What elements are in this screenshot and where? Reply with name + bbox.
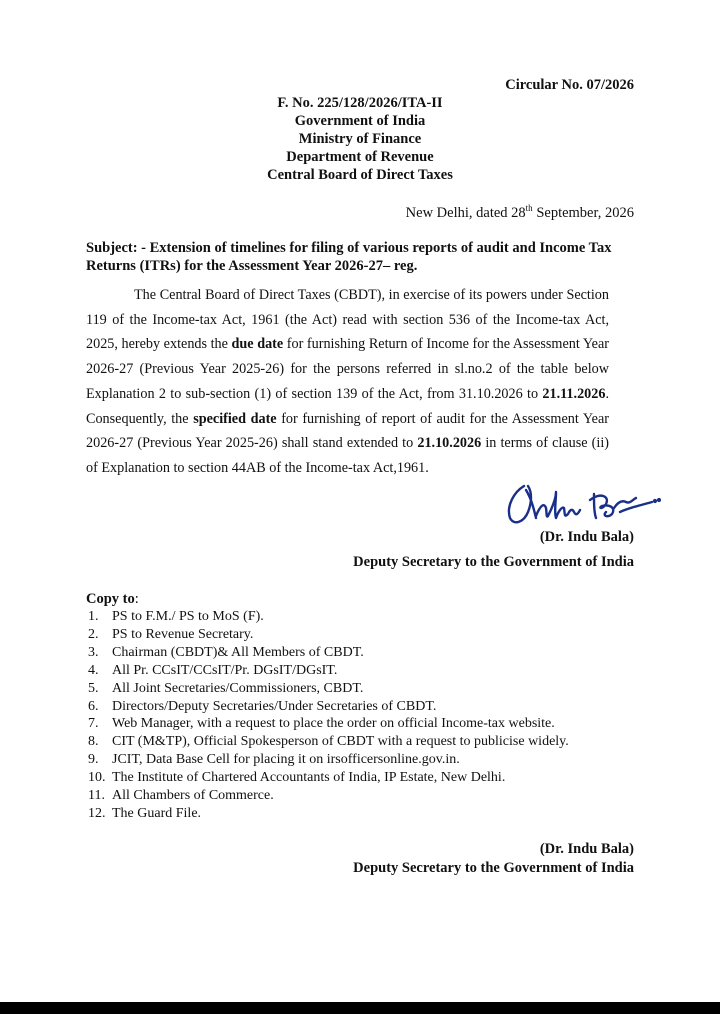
copy-to-item xyxy=(88,787,569,805)
board-name: Central Board of Direct Taxes xyxy=(267,167,453,183)
ministry-name: Ministry of Finance xyxy=(298,131,422,147)
copy-to-item-text: Web Manager, with a request to place the order on official Income-tax website. xyxy=(112,716,555,732)
body-text-5: in terms of clause (ii) of Explanation to section 44AB of the Income-tax Act,1961. xyxy=(86,435,609,476)
body-text-1: The Central Board of Direct Taxes (CBDT), in exercise of its powers under Section 119 of the Income-tax Act, 1961 (the Act) read with section 536 of the Income-tax Act, 2025, hereby extends the xyxy=(86,287,609,353)
signatory-name-footer: (Dr. Indu Bala) xyxy=(539,841,634,857)
copy-to-item-text: JCIT, Data Base Cell for placing it on irsofficersonline.gov.in. xyxy=(112,752,460,768)
copy-to-item xyxy=(88,751,569,769)
copy-to-item-text: The Institute of Chartered Accountants of India, IP Estate, New Delhi. xyxy=(112,770,506,786)
copy-to-list xyxy=(88,608,569,823)
signatory-title-footer: Deputy Secretary to the Government of India xyxy=(353,860,634,876)
government-name: Government of India xyxy=(294,113,426,129)
copy-to-colon: : xyxy=(134,591,139,607)
body-bold-date-2: 21.10.2026 xyxy=(417,435,482,452)
copy-to-item-text: Directors/Deputy Secretaries/Under Secretaries of CBDT. xyxy=(112,698,437,714)
copy-to-item-text: Chairman (CBDT)& All Members of CBDT. xyxy=(112,644,364,660)
file-number: F. No. 225/128/2026/ITA-II xyxy=(277,95,443,111)
department-name: Department of Revenue xyxy=(286,149,434,165)
document-header xyxy=(210,94,510,184)
body-text-4: for furnishing of report of audit for the Assessment Year 2026-27 (Previous Year 2025-26) shall stand extended to xyxy=(86,410,610,452)
copy-to-item-number: 6. xyxy=(88,698,99,714)
copy-to-item-number: 1. xyxy=(88,609,99,624)
copy-to-item xyxy=(88,662,569,680)
signatory-title: Deputy Secretary to the Government of India xyxy=(353,554,634,570)
copy-to-item-number: 12. xyxy=(88,805,106,821)
body-paragraph xyxy=(86,283,609,481)
bottom-edge-bar xyxy=(0,1002,720,1014)
dateline-prefix: New Delhi, dated 28 xyxy=(405,204,526,221)
subject-line: Subject: - Extension of timelines for filing of various reports of audit and Income Tax Returns (ITRs) for the Assessment Year 2026-27– reg. xyxy=(86,240,612,274)
copy-to-item-text: PS to Revenue Secretary. xyxy=(112,626,254,642)
copy-to-item-text: The Guard File. xyxy=(112,805,202,821)
copy-to-item xyxy=(88,715,569,733)
copy-to-item xyxy=(88,644,569,662)
copy-to-item xyxy=(88,769,569,787)
body-text-2: for furnishing Return of Income for the Assessment Year 2026-27 (Previous Year 2025-26) for the persons referred in sl.no.2 of the table below Explanation 2 to sub-section (1) of section 139 of the Act, from 31.10.2026 to xyxy=(86,336,609,402)
copy-to-item-text: All Chambers of Commerce. xyxy=(112,788,274,804)
body-bold-due-date: due date xyxy=(231,336,284,353)
copy-to-item-number: 5. xyxy=(88,680,99,696)
copy-to-item-number: 3. xyxy=(88,644,99,660)
body-bold-date-1: 21.11.2026 xyxy=(542,385,606,402)
dateline-suffix: September, 2026 xyxy=(532,204,634,221)
copy-to-item-number: 8. xyxy=(88,734,99,750)
copy-to-item xyxy=(88,698,569,716)
copy-to-item-number: 10. xyxy=(88,770,106,786)
copy-to-item xyxy=(88,733,569,751)
signatory-name: (Dr. Indu Bala) xyxy=(539,529,634,545)
copy-to-item-text: PS to F.M./ PS to MoS (F). xyxy=(112,609,264,624)
copy-to-item xyxy=(88,608,569,626)
copy-to-item-number: 9. xyxy=(88,752,99,768)
handwritten-signature xyxy=(502,478,662,530)
copy-to-item xyxy=(88,680,569,698)
copy-to-item-text: All Joint Secretaries/Commissioners, CBDT. xyxy=(112,680,364,696)
copy-to-item-text: All Pr. CCsIT/CCsIT/Pr. DGsIT/DGsIT. xyxy=(112,662,338,678)
copy-to-item-number: 7. xyxy=(88,716,99,732)
body-text-3: . Consequently, the xyxy=(86,385,609,427)
copy-to-item xyxy=(88,805,569,823)
dateline xyxy=(406,203,634,222)
circular-number: Circular No. 07/2026 xyxy=(505,77,634,93)
copy-to-item-number: 4. xyxy=(88,662,99,678)
copy-to-item xyxy=(88,626,569,644)
body-bold-specified-date: specified date xyxy=(193,410,277,427)
copy-to-heading xyxy=(86,591,139,608)
copy-to-item-text: CIT (M&TP), Official Spokesperson of CBDT with a request to publicise widely. xyxy=(112,734,569,750)
dateline-ordinal: th xyxy=(525,203,533,213)
copy-to-item-number: 11. xyxy=(88,788,105,804)
copy-to-item-number: 2. xyxy=(88,626,99,642)
copy-to-label: Copy to xyxy=(86,591,135,607)
